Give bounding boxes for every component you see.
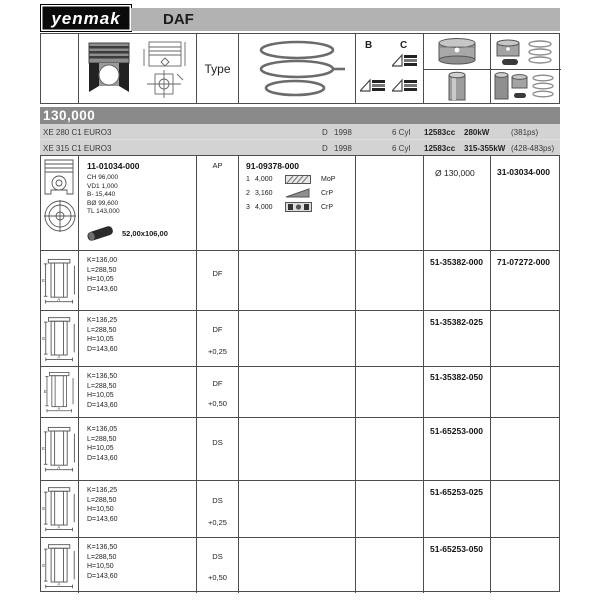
cylinder-liner-icon — [447, 71, 467, 103]
liner-spec-cell — [79, 481, 197, 537]
bore-diameter-value: Ø 130,000 — [435, 168, 475, 178]
engine-row — [40, 140, 560, 155]
liner-row — [41, 251, 559, 311]
liner-spec: D=143,60 — [87, 454, 118, 462]
liner-spec: D=143,60 — [87, 515, 118, 523]
ring-set-part-number: 91-09378-000 — [246, 161, 299, 171]
ring-item — [246, 175, 355, 185]
header-piston-cell — [79, 34, 197, 103]
liner-part-number: 51-65253-000 — [430, 426, 483, 436]
piston-kit-icon — [494, 37, 558, 67]
liner-type-cell — [197, 418, 239, 480]
piston-info-cell — [79, 156, 197, 250]
engine-year: 1998 — [334, 128, 352, 137]
liner-part2-cell — [491, 538, 561, 593]
piston-spec: VD1 1,000 — [87, 182, 118, 190]
engine-power-ps: (381ps) — [511, 128, 539, 137]
liner-spec: H=10,05 — [87, 392, 114, 399]
engine-power-kw: 315-355kW — [464, 144, 506, 153]
ring-coating: MoP — [321, 176, 336, 183]
ring-item — [246, 188, 355, 198]
liner-type-value: DS — [212, 438, 223, 447]
ring-size: 3,160 — [255, 189, 273, 197]
piston-photo-icon — [87, 42, 131, 96]
piston-drawing-cell — [41, 156, 79, 250]
liner-spec: K=136,50 — [87, 373, 118, 380]
manufacturer-header-bar — [131, 8, 560, 31]
liner-type-value: DF — [212, 325, 223, 334]
liner-spec: L=288,50 — [87, 553, 117, 561]
compression-ring-icon — [285, 175, 313, 185]
pin-icon — [83, 224, 117, 242]
liner-part-number: 51-35382-000 — [430, 257, 483, 267]
liner-drawing-cell — [41, 418, 79, 480]
engine-displacement: 12583cc — [424, 144, 456, 153]
liner-row — [41, 418, 559, 481]
brand-logo-text: yenmak — [51, 8, 121, 28]
liner-part-cell — [424, 367, 491, 417]
empty-cell — [356, 311, 424, 366]
engine-displacement: 12583cc — [424, 128, 456, 137]
liner-spec: H=10,05 — [87, 336, 114, 343]
liner-type-value: DF — [212, 269, 223, 278]
empty-cell — [239, 311, 356, 366]
liner-spec-cell — [79, 538, 197, 593]
column-header-table — [40, 33, 560, 104]
piston-top-view-icon — [43, 198, 77, 234]
engine-power-kw: 280kW — [464, 128, 490, 137]
alt-part-number: 31-03034-000 — [497, 167, 550, 177]
liner-spec: H=10,50 — [87, 563, 114, 570]
header-rings-cell — [239, 34, 356, 103]
liner-drawing-icon — [42, 424, 78, 474]
empty-cell — [239, 367, 356, 417]
alt-part-cell — [491, 156, 561, 250]
type-column-label: Type — [204, 61, 231, 76]
liner-offset-value: +0,50 — [208, 399, 227, 408]
liner-part-cell — [424, 418, 491, 480]
liner-row — [41, 538, 559, 593]
bc-empty-cell — [356, 156, 424, 250]
liner-part-cell — [424, 311, 491, 366]
liner-spec-cell — [79, 251, 197, 310]
piston-part-number: 11-01034-000 — [87, 161, 140, 171]
empty-cell — [356, 538, 424, 593]
liner-offset-value: +0,25 — [208, 347, 227, 356]
ring-section-c2-icon — [392, 78, 418, 92]
empty-cell — [356, 418, 424, 480]
empty-cell — [356, 251, 424, 310]
ring-section-c-icon — [392, 53, 418, 67]
ring-section-b-icon — [360, 78, 386, 92]
liner-spec: L=288,50 — [87, 435, 117, 443]
liner-spec: L=288,50 — [87, 382, 117, 390]
bore-size-value: 130,000 — [43, 108, 96, 123]
liner-spec: K=136,25 — [87, 487, 118, 494]
liner-drawing-icon — [42, 542, 78, 590]
liner-spec: K=136,00 — [87, 257, 118, 264]
piston-type-value: AP — [212, 161, 223, 170]
ring-position: 2 — [246, 189, 250, 197]
liner-row — [41, 311, 559, 367]
liner-type-cell — [197, 311, 239, 366]
bore-diameter-cell — [424, 156, 491, 250]
liner-offset-value: +0,25 — [208, 518, 227, 527]
liner-spec: K=136,25 — [87, 317, 118, 324]
liner-type-cell — [197, 481, 239, 537]
header-empty-cell — [41, 34, 79, 103]
liner-part-number: 51-35382-050 — [430, 372, 483, 382]
liner-drawing-cell — [41, 367, 79, 417]
liner-drawing-icon — [42, 256, 78, 306]
ring-coating: CrP — [321, 203, 334, 211]
piston-spec: BØ 99,600 — [87, 199, 119, 207]
liner-kit-icon — [493, 71, 559, 103]
liner-spec: L=288,50 — [87, 326, 117, 334]
liner-spec: L=288,50 — [87, 496, 117, 504]
liner-offset-value: +0,50 — [208, 573, 227, 582]
ring-position: 3 — [246, 203, 250, 211]
empty-cell — [239, 538, 356, 593]
liner-drawing-icon — [43, 370, 77, 414]
ring-size: 4,000 — [255, 203, 273, 211]
liner-part2-cell — [491, 251, 561, 310]
liner-type-cell — [197, 251, 239, 310]
pin-size: 52,00x106,00 — [122, 228, 168, 238]
liner-spec: H=10,05 — [87, 276, 114, 283]
liner-drawing-icon — [42, 485, 78, 533]
ring-type-b-label: B — [365, 40, 373, 51]
ring-item — [246, 202, 355, 213]
liner-type-cell — [197, 538, 239, 593]
piston-side-view-icon — [42, 159, 76, 197]
liner-spec: D=143,60 — [87, 285, 118, 293]
liner-type-value: DF — [212, 379, 223, 388]
liner-part2-cell — [491, 367, 561, 417]
piston-type-cell — [197, 156, 239, 250]
liner-spec: H=10,50 — [87, 506, 114, 513]
piston-spec: TL 143,000 — [87, 208, 120, 215]
engine-applications — [40, 124, 560, 155]
engine-name: XE 315 C1 EURO3 — [43, 144, 112, 153]
liner-drawing-cell — [41, 538, 79, 593]
engine-cylinders: 6 Cyl — [392, 144, 411, 153]
empty-cell — [356, 367, 424, 417]
ring-set-cell — [239, 156, 356, 250]
liner-spec: K=136,50 — [87, 544, 118, 551]
empty-cell — [239, 481, 356, 537]
liner-spec: L=288,50 — [87, 266, 117, 274]
engine-fuel: D — [322, 144, 328, 153]
manufacturer-title: DAF — [163, 11, 194, 28]
liner-row — [41, 367, 559, 418]
piston-diagram-icon — [141, 40, 193, 98]
liner-part2-cell — [491, 311, 561, 366]
piston-row — [41, 156, 559, 251]
liner-part-number: 51-35382-025 — [430, 317, 483, 327]
liner-spec-cell — [79, 367, 197, 417]
ring-type-c-label: C — [400, 40, 408, 51]
liner-spec: D=143,60 — [87, 345, 118, 353]
liner-drawing-icon — [42, 315, 78, 363]
piston-spec: B- 15,440 — [87, 191, 116, 198]
liner-part-cell — [424, 538, 491, 593]
header-bc-cell — [356, 34, 424, 103]
header-split-line — [424, 69, 561, 70]
liner-spec-cell — [79, 418, 197, 480]
brand-logo — [40, 4, 132, 32]
piston-crown-icon — [436, 37, 478, 65]
oil-ring-icon — [285, 202, 313, 213]
liner-spec: D=143,60 — [87, 572, 118, 580]
engine-name: XE 280 C1 EURO3 — [43, 128, 112, 137]
liner-spec: K=136,05 — [87, 426, 118, 433]
liner-part-number: 51-65253-025 — [430, 487, 483, 497]
liner-spec: H=10,05 — [87, 445, 114, 452]
liner-part2-cell — [491, 481, 561, 537]
ring-size: 4,000 — [255, 176, 273, 183]
parts-table — [40, 155, 560, 592]
liner-part-cell — [424, 251, 491, 310]
liner-drawing-cell — [41, 311, 79, 366]
liner-part-number: 51-65253-050 — [430, 544, 483, 554]
ring-position: 1 — [246, 176, 250, 183]
engine-year: 1998 — [334, 144, 352, 153]
engine-cylinders: 6 Cyl — [392, 128, 411, 137]
empty-cell — [356, 481, 424, 537]
liner-spec: D=143,60 — [87, 401, 118, 409]
liner-part2-cell — [491, 418, 561, 480]
taper-ring-icon — [285, 188, 313, 198]
liner-row — [41, 481, 559, 538]
liner-part2-number: 71-07272-000 — [497, 257, 550, 267]
engine-row — [40, 124, 560, 140]
liner-drawing-cell — [41, 251, 79, 310]
empty-cell — [239, 251, 356, 310]
bore-size-bar — [40, 107, 560, 124]
liner-type-value: DS — [212, 496, 223, 505]
liner-type-value: DS — [212, 552, 223, 561]
liner-drawing-cell — [41, 481, 79, 537]
liner-part-cell — [424, 481, 491, 537]
empty-cell — [239, 418, 356, 480]
engine-fuel: D — [322, 128, 328, 137]
header-type-cell — [197, 34, 239, 103]
piston-spec: CH 96,000 — [87, 174, 119, 181]
liner-type-cell — [197, 367, 239, 417]
liner-spec-cell — [79, 311, 197, 366]
engine-power-ps: (428-483ps) — [511, 144, 555, 153]
ring-stack-icon — [251, 39, 347, 99]
ring-coating: CrP — [321, 189, 334, 197]
